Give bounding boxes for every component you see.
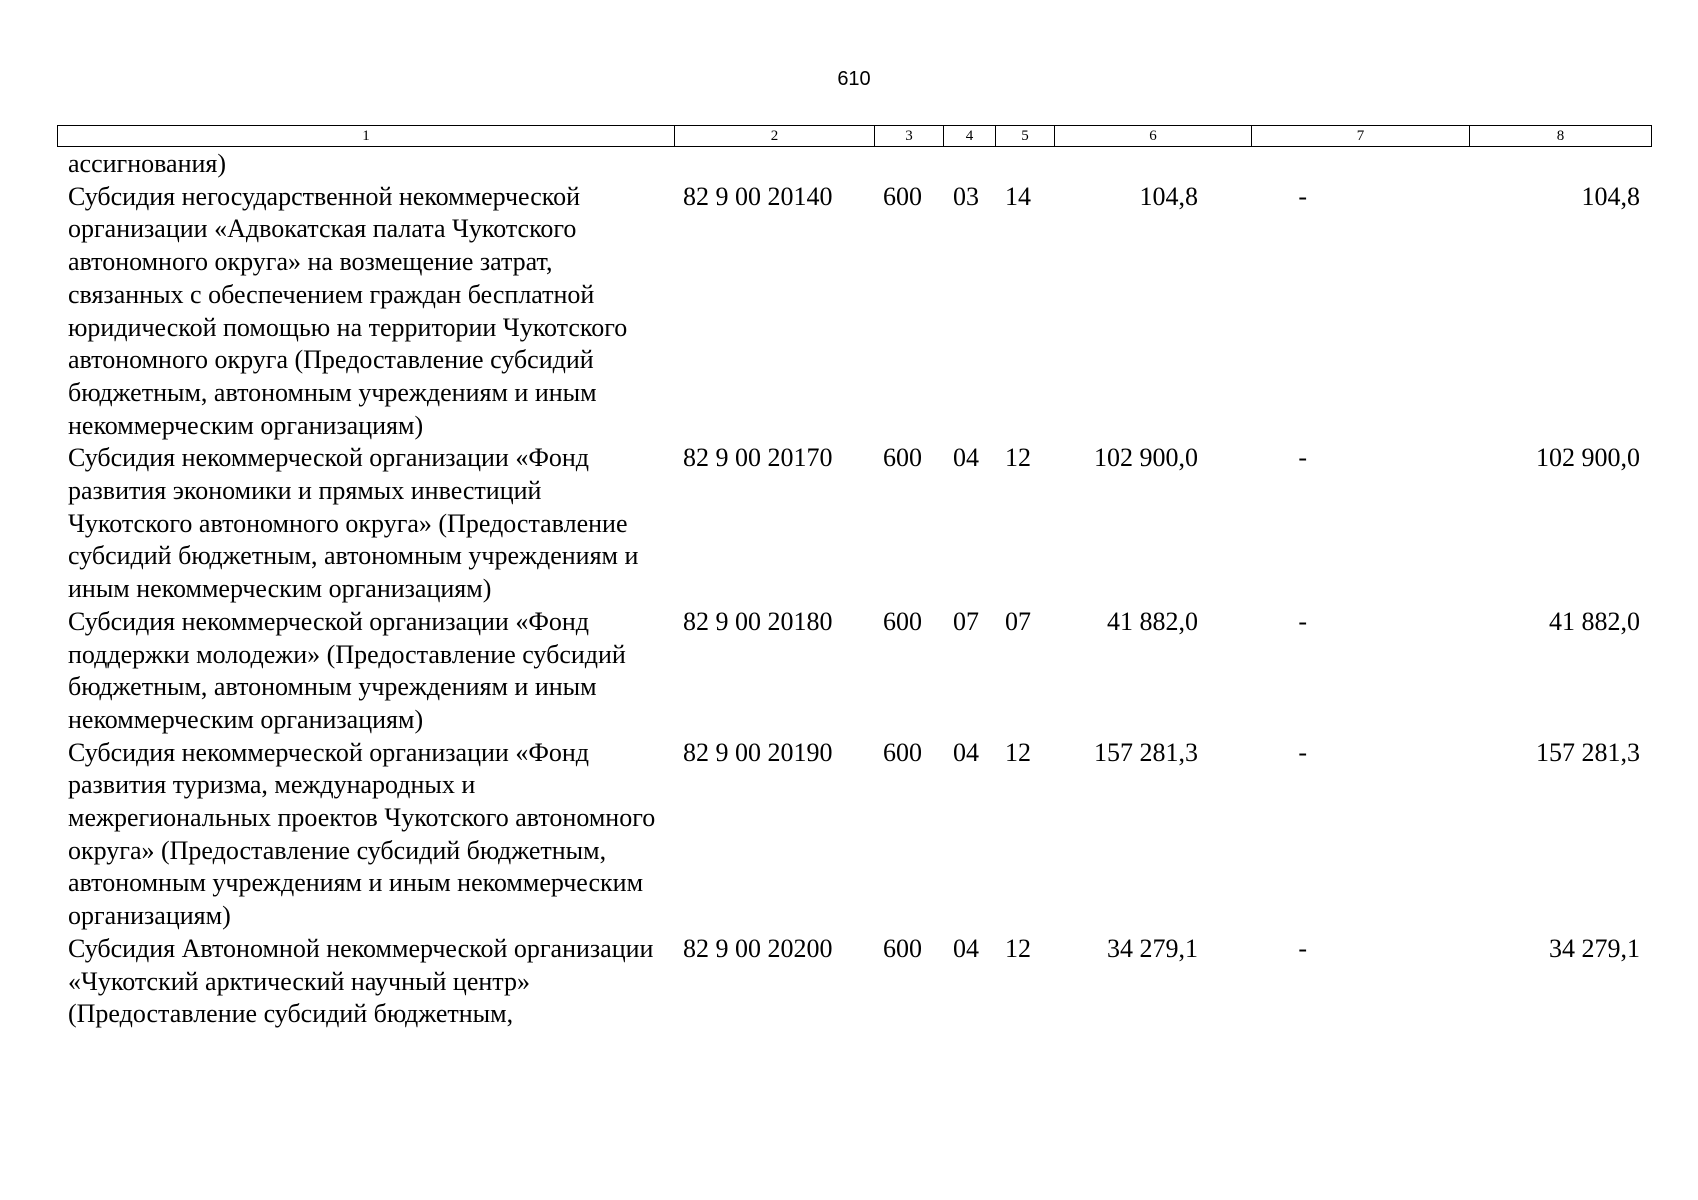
row-amount: 104,8 — [1139, 181, 1198, 211]
row-description: ассигнования) — [68, 149, 227, 178]
row-amount: 102 900,0 — [1094, 443, 1198, 473]
row-description: Субсидия некоммерческой организации «Фонд поддержки молодежи» (Предоставление субсидий бюджетным, автономным учреждениям и иным некоммерческим организациям) — [68, 606, 626, 734]
row-section: 07 — [953, 606, 979, 636]
header-column-3: 3 — [875, 126, 944, 147]
row-federal-amount: - — [1298, 443, 1307, 473]
row-regional-amount: 157 281,3 — [1536, 737, 1640, 767]
row-section: 03 — [953, 181, 979, 211]
table-row — [57, 148, 1651, 181]
table-row — [57, 933, 1651, 1031]
row-section: 04 — [953, 443, 979, 473]
row-amount: 34 279,1 — [1107, 933, 1198, 963]
row-expense-type: 600 — [883, 737, 922, 767]
row-description: Субсидия Автономной некоммерческой организации «Чукотский арктический научный центр» (Предоставление субсидий бюджетным, — [68, 933, 654, 1029]
row-federal-amount: - — [1298, 181, 1307, 211]
header-column-6: 6 — [1055, 126, 1252, 147]
row-expense-type: 600 — [883, 181, 922, 211]
header-column-1: 1 — [58, 126, 675, 147]
row-description: Субсидия некоммерческой организации «Фонд развития экономики и прямых инвестиций Чукотского автономного округа» (Предоставление субсидий бюджетным, автономным учреждениям и иным некоммерческим организациям) — [68, 443, 639, 604]
row-expense-type: 600 — [883, 933, 922, 963]
row-target-code: 82 9 00 20200 — [683, 933, 833, 963]
row-federal-amount: - — [1298, 606, 1307, 636]
row-regional-amount: 102 900,0 — [1536, 443, 1640, 473]
row-section: 04 — [953, 737, 979, 767]
row-subsection: 07 — [1005, 606, 1031, 636]
row-regional-amount: 104,8 — [1581, 181, 1640, 211]
row-target-code: 82 9 00 20140 — [683, 181, 833, 211]
header-column-7: 7 — [1252, 126, 1470, 147]
row-target-code: 82 9 00 20180 — [683, 606, 833, 636]
header-column-5: 5 — [996, 126, 1055, 147]
header-column-2: 2 — [675, 126, 875, 147]
row-amount: 157 281,3 — [1094, 737, 1198, 767]
header-column-8: 8 — [1470, 126, 1652, 147]
row-subsection: 14 — [1005, 181, 1031, 211]
row-federal-amount: - — [1298, 933, 1307, 963]
row-target-code: 82 9 00 20190 — [683, 737, 833, 767]
page-number: 610 — [837, 68, 871, 90]
row-regional-amount: 41 882,0 — [1549, 606, 1640, 636]
row-description: Субсидия некоммерческой организации «Фонд развития туризма, международных и межрегиональных проектов Чукотского автономного округа» (Предоставление субсидий бюджетным, автономным учреждениям и иным некоммерческим организациям) — [68, 737, 656, 931]
row-expense-type: 600 — [883, 606, 922, 636]
table-row — [57, 606, 1651, 737]
row-federal-amount: - — [1298, 737, 1307, 767]
row-subsection: 12 — [1005, 933, 1031, 963]
row-section: 04 — [953, 933, 979, 963]
budget-table-body — [57, 148, 1651, 1031]
row-subsection: 12 — [1005, 443, 1031, 473]
row-regional-amount: 34 279,1 — [1549, 933, 1640, 963]
row-target-code: 82 9 00 20170 — [683, 443, 833, 473]
header-column-4: 4 — [944, 126, 996, 147]
table-row — [57, 442, 1651, 606]
table-row — [57, 181, 1651, 443]
row-description: Субсидия негосударственной некоммерческой организации «Адвокатская палата Чукотского автономного округа» на возмещение затрат, связанных с обеспечением граждан бесплатной юридической помощью на территории Чукотского автономного округа (Предоставление субсидий бюджетным, автономным учреждениям и иным некоммерческим организациям) — [68, 181, 628, 440]
row-subsection: 12 — [1005, 737, 1031, 767]
row-expense-type: 600 — [883, 443, 922, 473]
table-row — [57, 737, 1651, 933]
column-number-header — [57, 125, 1652, 147]
row-amount: 41 882,0 — [1107, 606, 1198, 636]
